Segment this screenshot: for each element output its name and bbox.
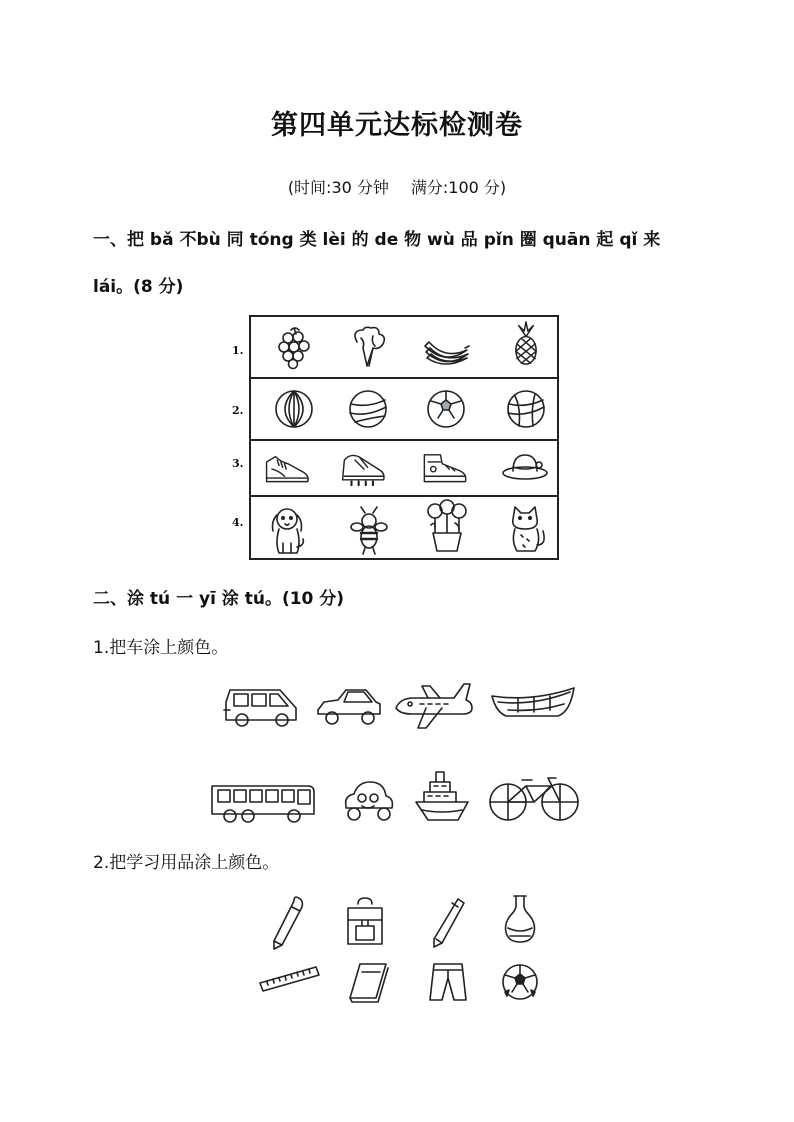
row-label: 1. bbox=[232, 344, 244, 357]
notebook-icon[interactable] bbox=[344, 960, 392, 1004]
page-title: 第四单元达标检测卷 bbox=[271, 110, 523, 141]
watermelon-icon[interactable] bbox=[269, 386, 319, 432]
question-2-instruction: 二、涂 tú 一 yī 涂 tú。(10 分) bbox=[93, 589, 345, 609]
vase-icon[interactable] bbox=[500, 892, 540, 950]
sneaker-icon[interactable] bbox=[419, 447, 469, 493]
task-2-instruction: 2.把学习用品涂上颜色。 bbox=[93, 853, 280, 873]
hat-icon[interactable] bbox=[499, 447, 549, 493]
bananas-icon[interactable] bbox=[421, 324, 471, 370]
question-1-instruction-cont: lái。(8 分) bbox=[93, 277, 184, 297]
grapes-icon[interactable] bbox=[269, 324, 319, 370]
sneaker-icon[interactable] bbox=[263, 447, 313, 493]
bus-icon[interactable] bbox=[208, 780, 320, 826]
dog-icon[interactable] bbox=[263, 503, 313, 559]
row-label: 4. bbox=[232, 516, 244, 529]
grid-row-4 bbox=[251, 495, 557, 557]
row-label: 3. bbox=[232, 457, 244, 470]
exam-info bbox=[0, 175, 794, 198]
sneaker-icon[interactable] bbox=[339, 447, 389, 493]
bicycle-icon[interactable] bbox=[488, 770, 580, 824]
question-1-instruction: 一、把 bǎ 不bù 同 tóng 类 lèi 的 de 物 wù 品 pǐn 圈 quān 起 qǐ 来 bbox=[93, 230, 661, 250]
cartoon-car-icon[interactable] bbox=[338, 776, 398, 826]
soccer-ball-icon[interactable] bbox=[421, 386, 471, 432]
backpack-icon[interactable] bbox=[342, 896, 388, 948]
pencil-icon[interactable] bbox=[428, 895, 468, 951]
picture-grid bbox=[249, 315, 559, 560]
shorts-icon[interactable] bbox=[426, 960, 470, 1004]
van-icon[interactable] bbox=[220, 680, 304, 730]
car-icon[interactable] bbox=[314, 684, 384, 728]
grid-row-3 bbox=[251, 439, 557, 501]
pineapple-icon[interactable] bbox=[501, 320, 551, 366]
task-1-instruction: 1.把车涂上颜色。 bbox=[93, 638, 229, 658]
airplane-icon[interactable] bbox=[392, 678, 476, 734]
boat-icon[interactable] bbox=[488, 684, 580, 724]
full-score: 满分:100 分) bbox=[410, 178, 507, 197]
cat-icon[interactable] bbox=[499, 501, 549, 557]
flower-pot-icon[interactable] bbox=[421, 499, 471, 557]
pen-icon[interactable] bbox=[266, 893, 312, 953]
ruler-icon[interactable] bbox=[256, 963, 322, 995]
volleyball-icon[interactable] bbox=[501, 386, 551, 432]
vegetable-icon[interactable] bbox=[343, 324, 393, 370]
grid-row-2 bbox=[251, 377, 557, 439]
soccer-ball-icon[interactable] bbox=[500, 962, 540, 1002]
ship-icon[interactable] bbox=[412, 766, 472, 824]
time-limit: (时间:30 分钟 bbox=[287, 178, 389, 197]
volleyball-icon[interactable] bbox=[343, 386, 393, 432]
grid-row-1 bbox=[251, 317, 557, 377]
bee-icon[interactable] bbox=[345, 505, 395, 559]
row-label: 2. bbox=[232, 404, 244, 417]
